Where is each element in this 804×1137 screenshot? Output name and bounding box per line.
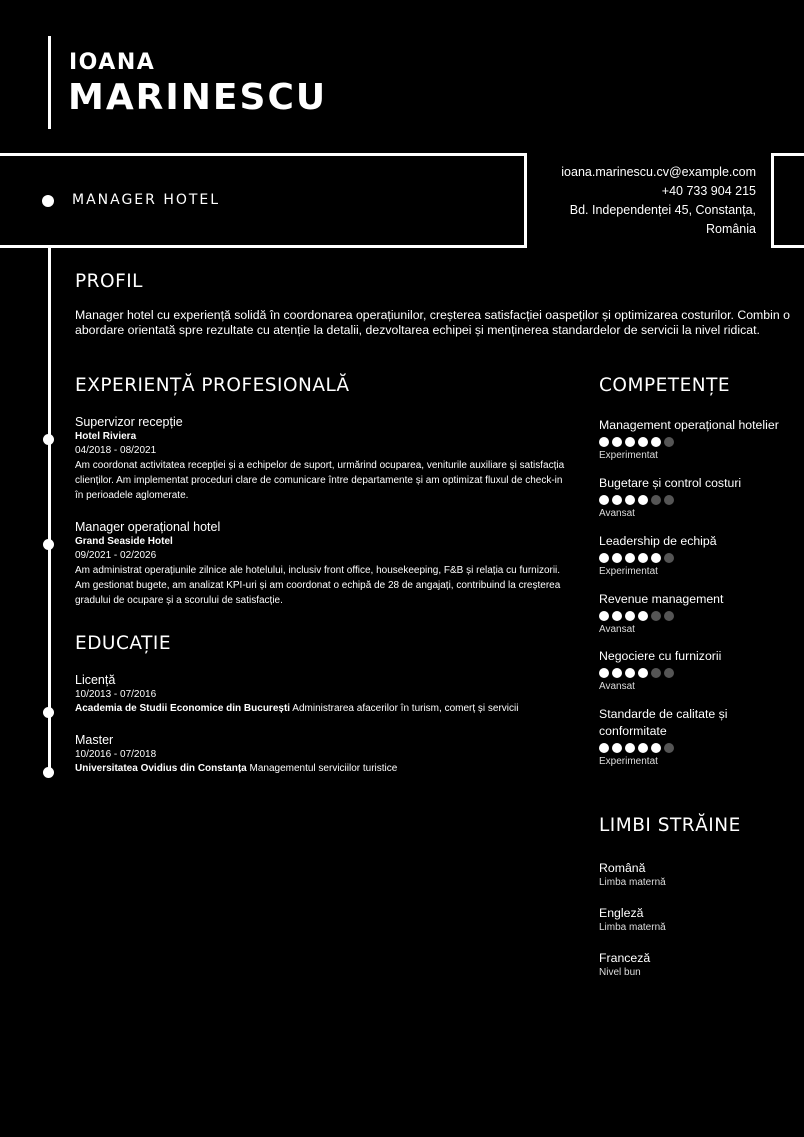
- rating-dot: [638, 553, 648, 563]
- rating-dot: [599, 437, 609, 447]
- rating-dot: [651, 553, 661, 563]
- education-dates: 10/2013 - 07/2016: [75, 689, 157, 700]
- rating-dot: [612, 553, 622, 563]
- experience-title: Supervizor recepție: [75, 415, 183, 429]
- rating-dot: [625, 611, 635, 621]
- education-school: Universitatea Ovidius din Constanța: [75, 763, 247, 774]
- contact-box-edge: [771, 153, 804, 248]
- skill-name: Management operațional hotelier: [599, 418, 779, 432]
- experience-heading: EXPERIENȚĂ PROFESIONALĂ: [75, 375, 350, 396]
- rating-dot: [664, 611, 674, 621]
- rating-dot: [599, 495, 609, 505]
- rating-dot: [664, 553, 674, 563]
- rating-dot: [638, 743, 648, 753]
- skill-level: Avansat: [599, 624, 635, 635]
- last-name: MARINESCU: [68, 77, 328, 118]
- education-dates: 10/2016 - 07/2018: [75, 749, 157, 760]
- skill-name: Standarde de calitate și conformitate: [599, 707, 728, 738]
- job-title: MANAGER HOTEL: [72, 192, 221, 208]
- contact-address: Bd. Independenței 45, Constanța,: [569, 203, 756, 217]
- rating-dot: [625, 495, 635, 505]
- first-name: IOANA: [69, 50, 156, 75]
- education-field: Administrarea afacerilor în turism, comerț și servicii: [292, 703, 519, 714]
- language-level: Limba maternă: [599, 877, 666, 888]
- contact-address-country: România: [705, 222, 756, 236]
- skill-name: Revenue management: [599, 592, 724, 606]
- timeline-dot: [43, 539, 54, 550]
- rating-dot: [651, 437, 661, 447]
- rating-dot: [664, 437, 674, 447]
- education-field: Managementul serviciilor turistice: [249, 763, 398, 774]
- rating-dot: [625, 743, 635, 753]
- languages-heading: LIMBI STRĂINE: [599, 815, 741, 836]
- skill-rating: [599, 553, 789, 563]
- skill-item: [599, 706, 789, 769]
- education-item: [75, 732, 595, 776]
- rating-dot: [651, 668, 661, 678]
- contact-email[interactable]: ioana.marinescu.cv@example.com: [561, 165, 756, 179]
- skill-item: [599, 417, 789, 463]
- skill-level: Experimentat: [599, 450, 658, 461]
- education-school: Academia de Studii Economice din București: [75, 703, 291, 714]
- language-item: [599, 905, 666, 935]
- experience-dates: 04/2018 - 08/2021: [75, 445, 157, 456]
- rating-dot: [599, 743, 609, 753]
- skill-level: Experimentat: [599, 756, 658, 767]
- header-accent-line: [48, 36, 51, 129]
- skill-rating: [599, 611, 789, 621]
- profile-text: Manager hotel cu experiență solidă în coordonarea operațiunilor, creșterea satisfacției oaspeților și optimizarea costurilor. Combin o abordare orientată spre rezultate cu atenție la detalii, dezvoltarea echipei și menținerea standardelor de servicii la nivel ridicat.: [75, 308, 790, 337]
- language-item: [599, 950, 650, 980]
- skill-item: [599, 648, 789, 694]
- rating-dot: [625, 553, 635, 563]
- experience-dates: 09/2021 - 02/2026: [75, 550, 157, 561]
- education-heading: EDUCAȚIE: [75, 633, 172, 654]
- contact-phone[interactable]: +40 733 904 215: [661, 184, 756, 198]
- skill-name: Leadership de echipă: [599, 534, 717, 548]
- skill-rating: [599, 495, 789, 505]
- rating-dot: [612, 743, 622, 753]
- timeline-dot: [43, 707, 54, 718]
- experience-item: [75, 414, 565, 503]
- rating-dot: [651, 611, 661, 621]
- rating-dot: [664, 743, 674, 753]
- rating-dot: [638, 668, 648, 678]
- language-name: Română: [599, 861, 646, 875]
- language-level: Nivel bun: [599, 967, 641, 978]
- rating-dot: [638, 611, 648, 621]
- rating-dot: [599, 668, 609, 678]
- skill-item: [599, 591, 789, 637]
- contact-info: [561, 163, 756, 239]
- skill-name: Bugetare și control costuri: [599, 476, 742, 490]
- rating-dot: [612, 611, 622, 621]
- skill-rating: [599, 743, 789, 753]
- timeline-dot: [43, 434, 54, 445]
- rating-dot: [625, 437, 635, 447]
- skill-item: [599, 533, 789, 579]
- skill-level: Experimentat: [599, 566, 658, 577]
- experience-company: Grand Seaside Hotel: [75, 536, 173, 547]
- rating-dot: [599, 553, 609, 563]
- rating-dot: [612, 495, 622, 505]
- experience-item: [75, 519, 565, 608]
- skill-item: [599, 475, 789, 521]
- rating-dot: [651, 743, 661, 753]
- skill-rating: [599, 437, 789, 447]
- education-item: [75, 672, 595, 716]
- timeline-dot: [42, 195, 54, 207]
- experience-company: Hotel Riviera: [75, 431, 137, 442]
- experience-description: Am administrat operațiunile zilnice ale hotelului, inclusiv front office, housekeeping, F&B și relația cu furnizorii. Am gestionat bugete, am analizat KPI-uri și am coordonat o echipă de 28 de angajați, contribuind la creșterea gradului de ocupare și a scorului de satisfacție.: [75, 565, 561, 606]
- timeline-dot: [43, 767, 54, 778]
- skill-level: Avansat: [599, 681, 635, 692]
- rating-dot: [625, 668, 635, 678]
- rating-dot: [612, 668, 622, 678]
- rating-dot: [651, 495, 661, 505]
- rating-dot: [599, 611, 609, 621]
- rating-dot: [664, 668, 674, 678]
- experience-description: Am coordonat activitatea recepției și a echipelor de suport, urmărind ocuparea, veniturile auxiliare și satisfacția clienților. Am implementat proceduri clare de comunicare între departamente și am optimizat fluxul de check-in în perioadele aglomerate.: [75, 460, 565, 501]
- timeline-line: [48, 246, 51, 774]
- language-name: Franceză: [599, 951, 651, 965]
- rating-dot: [638, 495, 648, 505]
- skills-heading: COMPETENȚE: [599, 375, 731, 396]
- profile-heading: PROFIL: [75, 271, 143, 292]
- rating-dot: [664, 495, 674, 505]
- education-degree: Licență: [75, 673, 116, 687]
- experience-title: Manager operațional hotel: [75, 520, 221, 534]
- skill-level: Avansat: [599, 508, 635, 519]
- skill-rating: [599, 668, 789, 678]
- rating-dot: [638, 437, 648, 447]
- language-name: Engleză: [599, 906, 644, 920]
- rating-dot: [612, 437, 622, 447]
- language-level: Limba maternă: [599, 922, 666, 933]
- skill-name: Negociere cu furnizorii: [599, 649, 722, 663]
- language-item: [599, 860, 666, 890]
- education-degree: Master: [75, 733, 114, 747]
